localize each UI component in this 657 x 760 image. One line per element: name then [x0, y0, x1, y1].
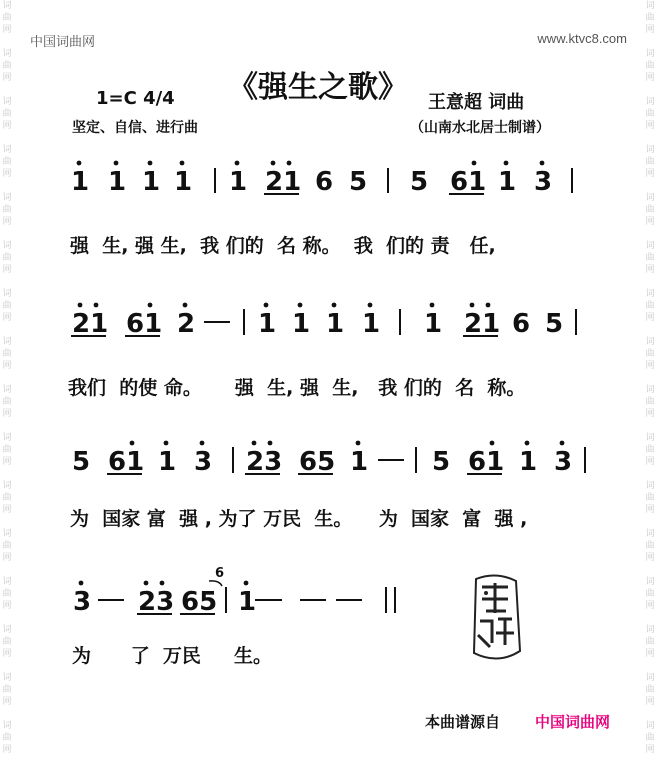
- svg-text:3: 3: [534, 167, 553, 197]
- svg-text:61: 61: [450, 167, 487, 197]
- svg-text:5: 5: [432, 447, 451, 477]
- svg-text:1: 1: [424, 309, 443, 339]
- svg-text:65: 65: [299, 447, 336, 477]
- svg-text:1: 1: [71, 167, 90, 197]
- svg-text:21: 21: [265, 167, 302, 197]
- svg-text:2: 2: [177, 309, 196, 339]
- footer-site-link[interactable]: 中国词曲网: [535, 713, 611, 731]
- svg-text:61: 61: [108, 447, 145, 477]
- svg-text:5: 5: [72, 447, 91, 477]
- song-title: 《强生之歌》: [228, 70, 408, 105]
- notation-line-3: [72, 441, 585, 477]
- svg-text:21: 21: [72, 309, 109, 339]
- svg-text:61: 61: [468, 447, 505, 477]
- song-style: 坚定、自信、进行曲: [72, 120, 198, 136]
- svg-text:1: 1: [158, 447, 177, 477]
- lyrics-line-2: 我们 的使 命。 强 生, 强 生, 我 们的 名 称。: [68, 377, 526, 399]
- svg-text:3: 3: [73, 587, 92, 617]
- svg-text:3: 3: [554, 447, 573, 477]
- lyrics-line-1: 强 生, 强 生, 我 们的 名 称。 我 们的 责 任,: [70, 235, 496, 257]
- song-author: 王意超 词曲: [428, 92, 525, 113]
- svg-text:1: 1: [142, 167, 161, 197]
- svg-text:5: 5: [349, 167, 368, 197]
- notation-line-4: [73, 566, 395, 617]
- grace-note: 6: [215, 566, 225, 581]
- svg-text:5: 5: [410, 167, 429, 197]
- svg-text:1: 1: [108, 167, 127, 197]
- left-watermark-strip: 词 曲 网 词 曲 网 词 曲 网 词 曲 网 词 曲 网 词 曲 网 词 曲 网 词 曲 网 词 曲 网 词 曲 网 词 曲 网 词 曲 网 词 曲 网 词 曲 网 词 曲 网 词 曲 网: [2, 1, 12, 755]
- svg-text:1: 1: [362, 309, 381, 339]
- notation-line-1: [71, 161, 572, 197]
- svg-text:1: 1: [174, 167, 193, 197]
- svg-text:1: 1: [258, 309, 277, 339]
- svg-text:61: 61: [126, 309, 163, 339]
- svg-text:23: 23: [138, 587, 175, 617]
- svg-text:1: 1: [238, 587, 257, 617]
- svg-text:6: 6: [512, 309, 531, 339]
- svg-text:23: 23: [246, 447, 283, 477]
- svg-text:65: 65: [181, 587, 218, 617]
- key-signature: 1=C 4/4: [96, 88, 175, 109]
- svg-text:5: 5: [545, 309, 564, 339]
- seal-stamp: [468, 573, 524, 663]
- svg-text:6: 6: [315, 167, 334, 197]
- lyrics-line-3: 为 国家 富 强 , 为了 万民 生。 为 国家 富 强 ,: [70, 508, 528, 530]
- lyrics-line-4: 为 了 万民 生。: [72, 645, 272, 667]
- footer-source-label: 本曲谱源自: [425, 713, 501, 731]
- svg-text:1: 1: [229, 167, 248, 197]
- svg-text:21: 21: [464, 309, 501, 339]
- svg-text:1: 1: [519, 447, 538, 477]
- song-arranger: （山南水北居士制谱）: [410, 120, 550, 136]
- right-watermark-strip: 词 曲 网 词 曲 网 词 曲 网 词 曲 网 词 曲 网 词 曲 网 词 曲 网 词 曲 网 词 曲 网 词 曲 网 词 曲 网 词 曲 网 词 曲 网 词 曲 网 词 曲 网 词 曲 网: [645, 1, 655, 755]
- header-site-url[interactable]: www.ktvc8.com: [537, 31, 627, 46]
- svg-text:3: 3: [194, 447, 213, 477]
- svg-text:1: 1: [326, 309, 345, 339]
- svg-text:1: 1: [292, 309, 311, 339]
- notation-line-2: [71, 303, 576, 339]
- header-site-name: 中国词曲网: [30, 35, 96, 50]
- svg-text:1: 1: [350, 447, 369, 477]
- svg-text:1: 1: [498, 167, 517, 197]
